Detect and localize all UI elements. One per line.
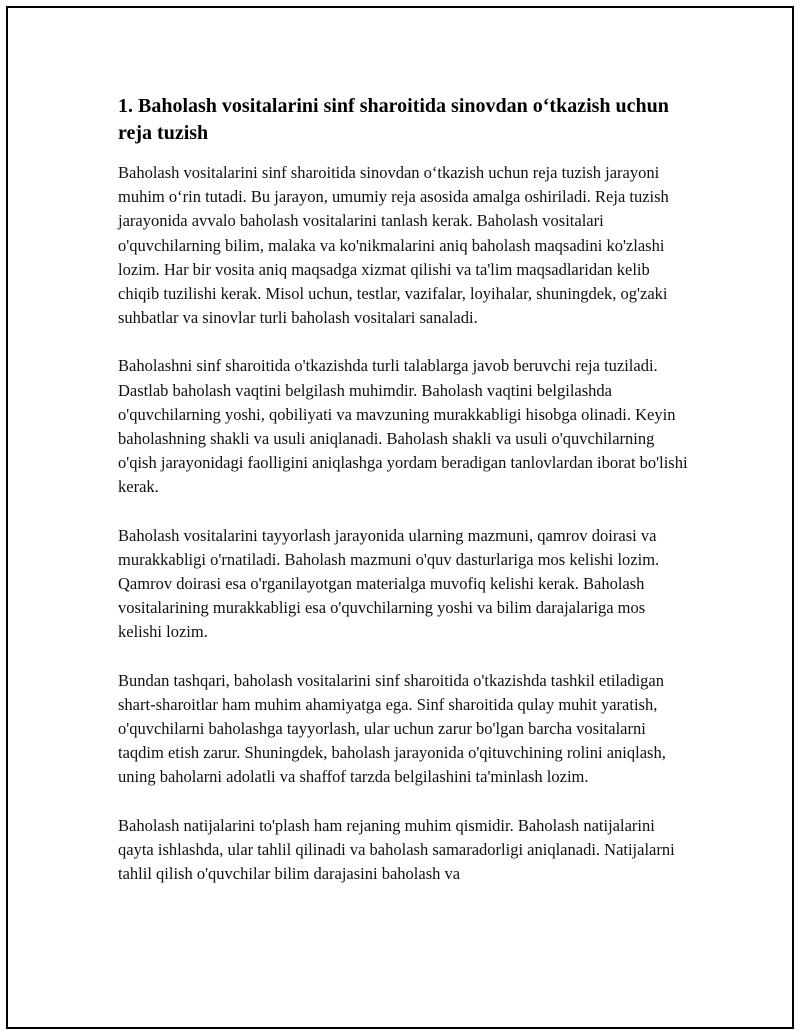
paragraph-3: Baholash vositalarini tayyorlash jarayonida ularning mazmuni, qamrov doirasi va murakkabligi o'rnatiladi. Baholash mazmuni o'quv dasturlariga mos kelishi lozim. Qamrov doirasi esa o'rganilayotgan materialga muvofiq kelishi kerak. Baholash vositalarining murakkabligi esa o'quvchilarning yoshi va bilim darajalariga mos kelishi lozim. — [118, 525, 660, 642]
section-heading: 1. Baholash vositalarini sinf sharoitida sinovdan o‘tkazish uchun reja tuzish — [118, 95, 669, 144]
document-body — [118, 93, 690, 910]
paragraph-4: Bundan tashqari, baholash vositalarini sinf sharoitida o'tkazishda tashkil etiladigan shart-sharoitlar ham muhim ahamiyatga ega. Sinf sharoitida qulay muhit yaratish, o'quvchilarni baholashga tayyorlash, ular uchun zarur bo'lgan barcha vositalarni taqdim etish zarur. Shuningdek, baholash jarayonida o'qituvchining rolini aniqlash, uning baholarni adolatli va shaffof tarzda belgilashini ta'minlash lozim. — [118, 670, 666, 787]
paragraph-5: Baholash natijalarini to'plash ham rejaning muhim qismidir. Baholash natijalarini qayta ishlashda, ular tahlil qilinadi va baholash samaradorligi aniqlanadi. Natijalarni tahlil qilish o'quvchilar bilim darajasini baholash va — [118, 815, 675, 884]
paragraph-2: Baholashni sinf sharoitida o'tkazishda turli talablarga javob beruvchi reja tuziladi. Dastlab baholash vaqtini belgilash muhimdir. Baholash vaqtini belgilashda o'quvchilarning yoshi, qobiliyati va mavzuning murakkabligi hisobga olinadi. Keyin baholashning shakli va usuli aniqlanadi. Baholash shakli va usuli o'quvchilarning o'qish jarayonidagi faolligini aniqlashga yordam beradigan tanlovlardan iborat bo'lishi kerak. — [118, 356, 688, 497]
paragraph-1: Baholash vositalarini sinf sharoitida sinovdan o‘tkazish uchun reja tuzish jarayoni muhim o‘rin tutadi. Bu jarayon, umumiy reja asosida amalga oshiriladi. Reja tuzish jarayonida avvalo baholash vositalarini tanlash kerak. Baholash vositalari o'quvchilarning bilim, malaka va ko'nikmalarini aniq baholash maqsadini ko'zlashi lozim. Har bir vosita aniq maqsadga xizmat qilishi va ta'lim maqsadlaridan kelib chiqib tuzilishi kerak. Misol uchun, testlar, vazifalar, loyihalar, shuningdek, og'zaki suhbatlar va sinovlar turli baholash vositalari sanaladi. — [118, 163, 669, 328]
